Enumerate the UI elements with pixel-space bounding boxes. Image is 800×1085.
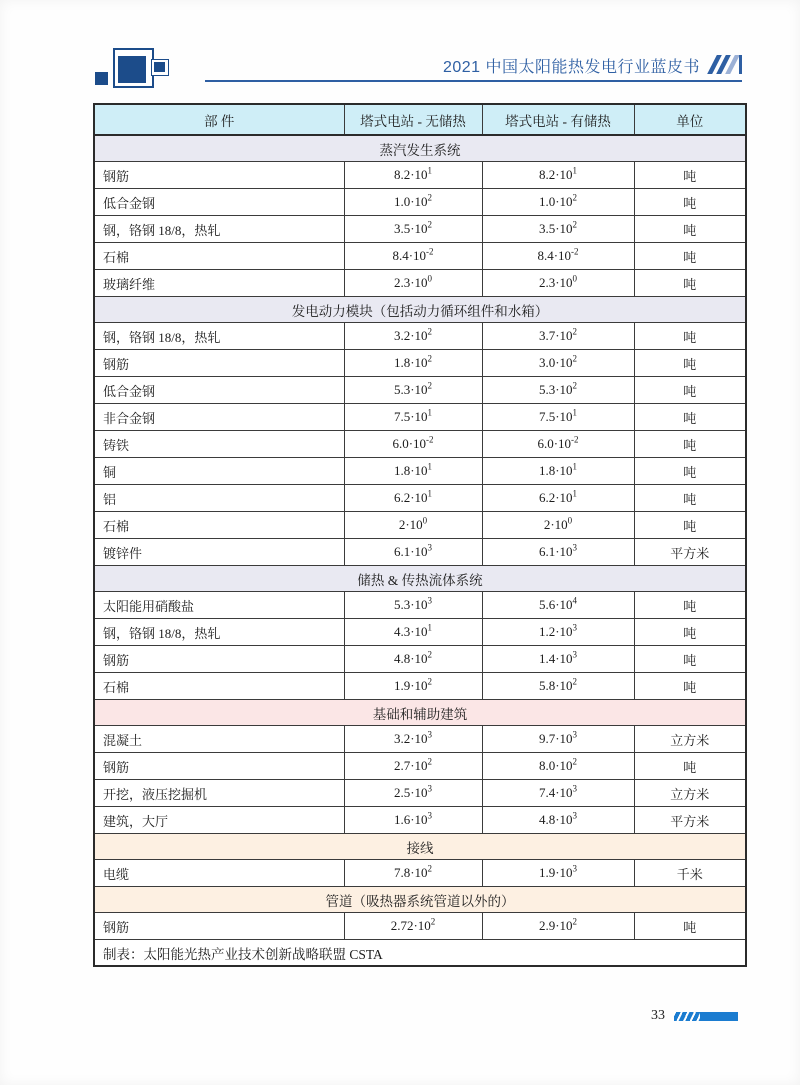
cell-unit: 吨: [634, 350, 746, 377]
section-title: 蒸汽发生系统: [94, 135, 746, 162]
header-title: 2021 中国太阳能热发电行业蓝皮书: [442, 59, 700, 76]
cell-value-with-storage: $7.5\cdot 10^1$: [482, 404, 634, 431]
cell-component: 石棉: [94, 243, 344, 270]
cell-component: 非合金钢: [94, 404, 344, 431]
cell-value-no-storage: $2.7\cdot 10^2$: [344, 753, 482, 780]
cell-value-no-storage: $4.3\cdot 10^1$: [344, 619, 482, 646]
cell-value-no-storage: $8.4\cdot 10^{-2}$: [344, 243, 482, 270]
cell-value-with-storage: $2\cdot 10^0$: [482, 512, 634, 539]
cell-component: 钢筋: [94, 350, 344, 377]
table-footnote: 制表：太阳能光热产业技术创新战略联盟 CSTA: [94, 940, 746, 967]
cell-value-with-storage: $3.5\cdot 10^2$: [482, 216, 634, 243]
cell-value-with-storage: $8.4\cdot 10^{-2}$: [482, 243, 634, 270]
section-title: 储热 & 传热流体系统: [94, 566, 746, 592]
table-row: [94, 162, 746, 189]
cell-component: 电缆: [94, 860, 344, 887]
section-header-row: [94, 700, 746, 726]
cell-value-no-storage: $2\cdot 10^0$: [344, 512, 482, 539]
cell-value-no-storage: $2.3\cdot 10^0$: [344, 270, 482, 297]
cell-unit: 吨: [634, 404, 746, 431]
cell-value-with-storage: $6.2\cdot 10^1$: [482, 485, 634, 512]
section-title: 管道（吸热器系统管道以外的）: [94, 887, 746, 913]
table-row: [94, 512, 746, 539]
logo-square-small-right: [154, 62, 165, 72]
cell-unit: 吨: [634, 431, 746, 458]
table-row: [94, 913, 746, 940]
materials-table: [93, 103, 747, 967]
cell-unit: 吨: [634, 485, 746, 512]
cell-component: 钢筋: [94, 162, 344, 189]
table-row: [94, 216, 746, 243]
cell-value-no-storage: $6.0\cdot 10^{-2}$: [344, 431, 482, 458]
cell-value-no-storage: $6.1\cdot 10^3$: [344, 539, 482, 566]
table-row: [94, 404, 746, 431]
cell-unit: 平方米: [634, 807, 746, 834]
cell-value-no-storage: $2.5\cdot 10^3$: [344, 780, 482, 807]
cell-component: 钢，铬钢 18/8，热轧: [94, 619, 344, 646]
cell-value-no-storage: $8.2\cdot 10^1$: [344, 162, 482, 189]
cell-value-with-storage: $6.0\cdot 10^{-2}$: [482, 431, 634, 458]
slashes-icon: [709, 55, 745, 75]
table-head: [94, 104, 746, 135]
cell-unit: 吨: [634, 189, 746, 216]
cell-value-with-storage: $1.4\cdot 10^3$: [482, 646, 634, 673]
cell-component: 低合金钢: [94, 377, 344, 404]
header-divider-line: [205, 80, 742, 82]
cell-value-no-storage: $1.8\cdot 10^1$: [344, 458, 482, 485]
cell-value-no-storage: $2.72\cdot 10^2$: [344, 913, 482, 940]
table-row: [94, 458, 746, 485]
cell-unit: 吨: [634, 323, 746, 350]
logo-square-small-left: [95, 72, 108, 85]
table-row: [94, 485, 746, 512]
cell-value-with-storage: $8.2\cdot 10^1$: [482, 162, 634, 189]
cell-value-no-storage: $5.3\cdot 10^2$: [344, 377, 482, 404]
cell-unit: 吨: [634, 753, 746, 780]
cell-value-with-storage: $2.3\cdot 10^0$: [482, 270, 634, 297]
cell-component: 石棉: [94, 673, 344, 700]
table-row: [94, 189, 746, 216]
cell-value-with-storage: $2.9\cdot 10^2$: [482, 913, 634, 940]
cell-unit: 吨: [634, 673, 746, 700]
cell-unit: 吨: [634, 512, 746, 539]
cell-value-no-storage: $1.6\cdot 10^3$: [344, 807, 482, 834]
cell-component: 建筑，大厅: [94, 807, 344, 834]
cell-component: 铝: [94, 485, 344, 512]
cell-value-no-storage: $5.3\cdot 10^3$: [344, 592, 482, 619]
cell-unit: 吨: [634, 162, 746, 189]
logo-square-large: [118, 56, 146, 83]
footer-bar-icon: [674, 1012, 738, 1021]
cell-value-no-storage: $1.9\cdot 10^2$: [344, 673, 482, 700]
cell-unit: 吨: [634, 619, 746, 646]
table-row: [94, 243, 746, 270]
section-title: 基础和辅助建筑: [94, 700, 746, 726]
materials-table-wrap: [93, 103, 745, 967]
cell-value-no-storage: $3.2\cdot 10^2$: [344, 323, 482, 350]
cell-value-no-storage: $3.2\cdot 10^3$: [344, 726, 482, 753]
column-header: 部 件: [94, 104, 344, 135]
cell-unit: 吨: [634, 458, 746, 485]
table-row: [94, 726, 746, 753]
table-row: [94, 860, 746, 887]
table-body: [94, 135, 746, 966]
column-header: 塔式电站 - 无储热: [344, 104, 482, 135]
table-row: [94, 323, 746, 350]
cell-unit: 吨: [634, 592, 746, 619]
section-header-row: [94, 135, 746, 162]
table-row: [94, 350, 746, 377]
cell-component: 钢，铬钢 18/8，热轧: [94, 323, 344, 350]
cell-value-no-storage: $6.2\cdot 10^1$: [344, 485, 482, 512]
table-row: [94, 673, 746, 700]
cell-unit: 吨: [634, 243, 746, 270]
cell-value-no-storage: $7.8\cdot 10^2$: [344, 860, 482, 887]
cell-unit: 吨: [634, 216, 746, 243]
cell-component: 钢筋: [94, 753, 344, 780]
cell-value-with-storage: $3.7\cdot 10^2$: [482, 323, 634, 350]
cell-component: 开挖，液压挖掘机: [94, 780, 344, 807]
cell-unit: 吨: [634, 913, 746, 940]
cell-value-with-storage: $4.8\cdot 10^3$: [482, 807, 634, 834]
table-footnote-row: [94, 940, 746, 967]
cell-value-with-storage: $1.8\cdot 10^1$: [482, 458, 634, 485]
cell-component: 太阳能用硝酸盐: [94, 592, 344, 619]
cell-value-no-storage: $4.8\cdot 10^2$: [344, 646, 482, 673]
table-row: [94, 270, 746, 297]
cell-value-with-storage: $1.9\cdot 10^3$: [482, 860, 634, 887]
section-title: 发电动力模块（包括动力循环组件和水箱）: [94, 297, 746, 323]
table-row: [94, 377, 746, 404]
cell-component: 钢，铬钢 18/8，热轧: [94, 216, 344, 243]
cell-value-no-storage: $7.5\cdot 10^1$: [344, 404, 482, 431]
cell-unit: 立方米: [634, 726, 746, 753]
table-row: [94, 646, 746, 673]
cell-value-with-storage: $7.4\cdot 10^3$: [482, 780, 634, 807]
section-header-row: [94, 887, 746, 913]
cell-value-with-storage: $5.6\cdot 10^4$: [482, 592, 634, 619]
cell-component: 低合金钢: [94, 189, 344, 216]
cell-unit: 千米: [634, 860, 746, 887]
section-title: 接线: [94, 834, 746, 860]
cell-unit: 吨: [634, 270, 746, 297]
cell-value-with-storage: $1.0\cdot 10^2$: [482, 189, 634, 216]
cell-unit: 平方米: [634, 539, 746, 566]
publisher-logo: [88, 44, 183, 94]
cell-value-no-storage: $1.8\cdot 10^2$: [344, 350, 482, 377]
cell-component: 玻璃纤维: [94, 270, 344, 297]
cell-value-with-storage: $1.2\cdot 10^3$: [482, 619, 634, 646]
cell-component: 钢筋: [94, 646, 344, 673]
cell-unit: 吨: [634, 646, 746, 673]
cell-value-with-storage: $3.0\cdot 10^2$: [482, 350, 634, 377]
table-row: [94, 539, 746, 566]
section-header-row: [94, 297, 746, 323]
cell-component: 镀锌件: [94, 539, 344, 566]
table-row: [94, 780, 746, 807]
cell-component: 铜: [94, 458, 344, 485]
cell-value-with-storage: $5.3\cdot 10^2$: [482, 377, 634, 404]
cell-unit: 立方米: [634, 780, 746, 807]
table-header-row: [94, 104, 746, 135]
page-number: 33: [651, 1008, 665, 1023]
cell-component: 混凝土: [94, 726, 344, 753]
cell-value-with-storage: $9.7\cdot 10^3$: [482, 726, 634, 753]
section-header-row: [94, 834, 746, 860]
cell-unit: 吨: [634, 377, 746, 404]
column-header: 塔式电站 - 有储热: [482, 104, 634, 135]
section-header-row: [94, 566, 746, 592]
table-row: [94, 753, 746, 780]
table-row: [94, 592, 746, 619]
column-header: 单位: [634, 104, 746, 135]
cell-value-with-storage: $6.1\cdot 10^3$: [482, 539, 634, 566]
cell-value-no-storage: $1.0\cdot 10^2$: [344, 189, 482, 216]
table-row: [94, 431, 746, 458]
cell-value-no-storage: $3.5\cdot 10^2$: [344, 216, 482, 243]
cell-value-with-storage: $5.8\cdot 10^2$: [482, 673, 634, 700]
cell-component: 铸铁: [94, 431, 344, 458]
cell-component: 钢筋: [94, 913, 344, 940]
cell-component: 石棉: [94, 512, 344, 539]
table-row: [94, 619, 746, 646]
cell-value-with-storage: $8.0\cdot 10^2$: [482, 753, 634, 780]
table-row: [94, 807, 746, 834]
